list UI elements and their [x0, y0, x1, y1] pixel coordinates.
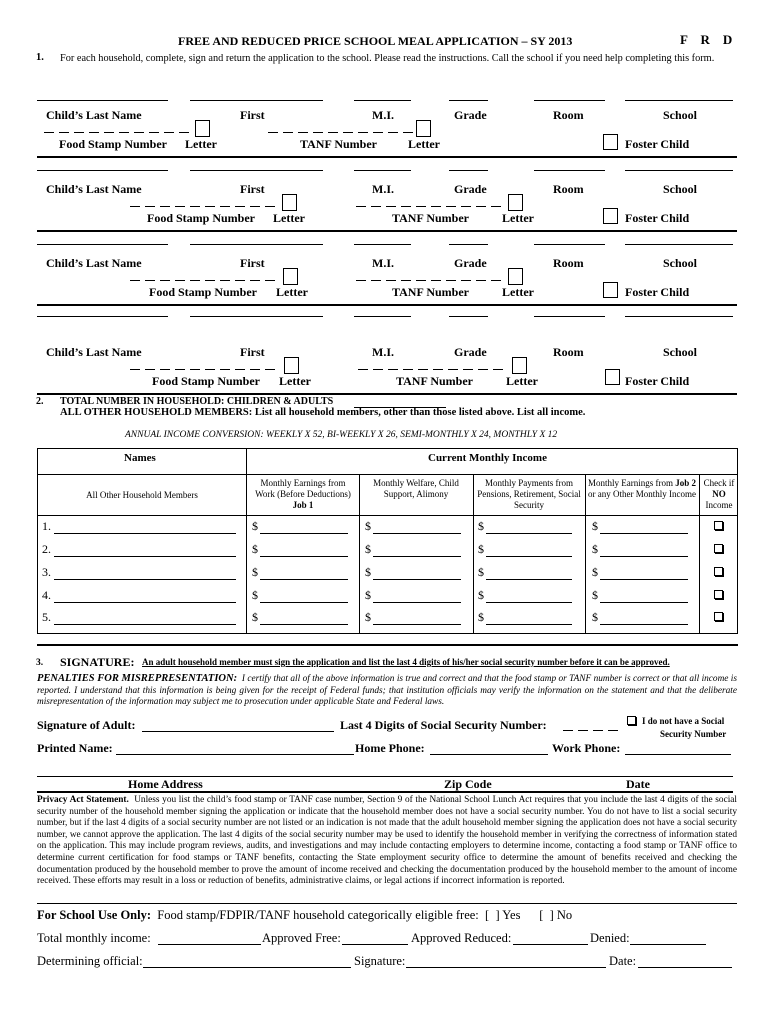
child-2-entry-field[interactable] [354, 170, 411, 171]
food-stamp-letter-box[interactable] [195, 120, 210, 137]
ssn-digit-4[interactable] [608, 730, 618, 731]
tanf-letter-label: Letter [506, 374, 538, 388]
ssn-digit-3[interactable] [593, 730, 603, 731]
tanf-digit[interactable] [476, 280, 486, 281]
income-amount-field[interactable] [600, 556, 688, 557]
food-stamp-letter-box[interactable] [283, 268, 298, 285]
dollar-sign: $ [478, 588, 484, 602]
food-stamp-letter-label: Letter [273, 211, 305, 225]
food-stamp-digit[interactable] [250, 280, 260, 281]
dollar-sign: $ [365, 588, 371, 602]
food-stamp-digit[interactable] [74, 132, 84, 133]
dollar-sign: $ [478, 542, 484, 556]
zip-code-label: Zip Code [444, 777, 492, 791]
food-stamp-digit[interactable] [160, 280, 170, 281]
child-4-entry-field[interactable] [37, 316, 168, 317]
section-1-instructions: For each household, complete, sign and return the application to the school. Please read the instructions. Call the school if you need help completing this form. [60, 53, 715, 64]
tanf-digit[interactable] [401, 206, 411, 207]
school-signature-label: Signature: [354, 954, 406, 968]
food-stamp-number-label: Food Stamp Number [147, 211, 256, 225]
child-3-entry-field[interactable] [625, 244, 733, 245]
no-income-checkbox[interactable] [714, 567, 723, 576]
child-1-entry-field[interactable] [37, 100, 168, 101]
child-mi-label: M.I. [372, 256, 394, 270]
dollar-sign: $ [365, 519, 371, 533]
income-amount-field[interactable] [373, 624, 461, 625]
food-stamp-digit[interactable] [265, 206, 275, 207]
foster-child-label: Foster Child [625, 137, 690, 151]
child-2-entry-field[interactable] [625, 170, 733, 171]
income-amount-field[interactable] [486, 533, 572, 534]
members-label: All Other Household Members [86, 490, 198, 500]
child-2-entry-field[interactable] [37, 170, 168, 171]
tanf-digit[interactable] [448, 369, 458, 370]
dollar-sign: $ [252, 565, 258, 579]
child-3-entry-field[interactable] [37, 244, 168, 245]
tanf-letter-label: Letter [502, 211, 534, 225]
food-stamp-letter-box[interactable] [284, 357, 299, 374]
member-name-field[interactable] [54, 579, 236, 580]
approved-reduced-label: Approved Reduced: [411, 931, 512, 945]
dollar-sign: $ [592, 542, 598, 556]
tanf-digit[interactable] [433, 369, 443, 370]
section-divider [37, 156, 737, 158]
income-amount-field[interactable] [260, 556, 348, 557]
tanf-digit[interactable] [446, 206, 456, 207]
food-stamp-number-label: Food Stamp Number [59, 137, 168, 151]
child-4-entry-field[interactable] [354, 316, 411, 317]
food-stamp-digit[interactable] [250, 206, 260, 207]
tanf-digit[interactable] [401, 280, 411, 281]
food-stamp-digit[interactable] [44, 132, 54, 133]
food-stamp-digit[interactable] [175, 206, 185, 207]
income-amount-field[interactable] [486, 556, 572, 557]
last4-ssn-label: Last 4 Digits of Social Security Number: [340, 718, 547, 732]
member-row-number: 4. [42, 588, 51, 602]
form-title: FREE AND REDUCED PRICE SCHOOL MEAL APPLICATION – SY 2013 [178, 34, 573, 48]
child-room-label: Room [553, 256, 584, 270]
food-stamp-digit[interactable] [130, 206, 140, 207]
income-amount-field[interactable] [373, 556, 461, 557]
work-phone-label: Work Phone: [552, 741, 621, 755]
child-last-name-label: Child’s Last Name [46, 108, 142, 122]
tanf-digit[interactable] [431, 206, 441, 207]
tanf-digit[interactable] [356, 280, 366, 281]
child-first-name-label: First [240, 256, 265, 270]
tanf-letter-label: Letter [408, 137, 440, 151]
food-stamp-digit[interactable] [104, 132, 114, 133]
food-stamp-digit[interactable] [160, 206, 170, 207]
income-amount-field[interactable] [600, 579, 688, 580]
tanf-digit[interactable] [491, 206, 501, 207]
food-stamp-digit[interactable] [160, 369, 170, 370]
child-2-entry-field[interactable] [190, 170, 323, 171]
child-1-entry-field[interactable] [625, 100, 733, 101]
tanf-number-label: TANF Number [392, 211, 469, 225]
ssn-digit-2[interactable] [578, 730, 588, 731]
child-2-entry-field[interactable] [534, 170, 605, 171]
child-3-entry-field[interactable] [534, 244, 605, 245]
total-household-label: TOTAL NUMBER IN HOUSEHOLD: CHILDREN & ADULTS [60, 396, 334, 407]
section-2-number: 2. [36, 396, 44, 407]
child-room-label: Room [553, 108, 584, 122]
signature-adult-field[interactable] [142, 731, 334, 732]
school-signature-field[interactable] [406, 967, 606, 968]
member-name-field[interactable] [54, 602, 236, 603]
child-first-name-label: First [240, 108, 265, 122]
income-amount-field[interactable] [260, 579, 348, 580]
tanf-digit[interactable] [403, 132, 413, 133]
denied-label: Denied: [590, 931, 630, 945]
signature-instruction: An adult household member must sign the application and list the last 4 digits of his/her social security number before it can be approved. [142, 657, 670, 667]
food-stamp-digit[interactable] [205, 369, 215, 370]
tanf-digit[interactable] [356, 206, 366, 207]
food-stamp-digit[interactable] [235, 206, 245, 207]
member-row-number: 5. [42, 610, 51, 624]
section-1-number: 1. [36, 52, 44, 63]
tanf-digit[interactable] [461, 206, 471, 207]
food-stamp-letter-label: Letter [279, 374, 311, 388]
tanf-digit[interactable] [268, 132, 278, 133]
food-stamp-number-label: Food Stamp Number [149, 285, 258, 299]
tanf-letter-box[interactable] [508, 194, 523, 211]
table-divider [473, 474, 474, 634]
dollar-sign: $ [478, 610, 484, 624]
tanf-digit[interactable] [461, 280, 471, 281]
section-divider [37, 791, 733, 793]
child-grade-label: Grade [454, 182, 487, 196]
income-amount-field[interactable] [600, 602, 688, 603]
child-mi-label: M.I. [372, 345, 394, 359]
tanf-digit[interactable] [388, 132, 398, 133]
tanf-digit[interactable] [388, 369, 398, 370]
penalties-text: PENALTIES FOR MISREPRESENTATION: I certify that all of the above information is true and correct and that the food stamp or TANF number is correct or that all income is reported. I understand that this information is being given for the receipt of Federal funds; that institution officials may verify the information on the statement and that the deliberate misrepresentation of the information may subject me to prosecution under applicable State and Federal laws. [37, 673, 738, 708]
child-4-entry-field[interactable] [449, 316, 488, 317]
tanf-digit[interactable] [431, 280, 441, 281]
food-stamp-digit[interactable] [190, 280, 200, 281]
food-stamp-digit[interactable] [149, 132, 159, 133]
child-1-entry-field[interactable] [354, 100, 411, 101]
tanf-number-label: TANF Number [392, 285, 469, 299]
income-amount-field[interactable] [260, 624, 348, 625]
food-stamp-digit[interactable] [164, 132, 174, 133]
tanf-digit[interactable] [371, 280, 381, 281]
child-2-entry-field[interactable] [449, 170, 488, 171]
food-stamp-digit[interactable] [235, 280, 245, 281]
food-stamp-digit[interactable] [265, 280, 275, 281]
foster-child-checkbox[interactable] [605, 369, 620, 385]
food-stamp-digit[interactable] [250, 369, 260, 370]
member-name-field[interactable] [54, 556, 236, 557]
member-name-field[interactable] [54, 533, 236, 534]
food-stamp-digit[interactable] [205, 206, 215, 207]
dollar-sign: $ [478, 565, 484, 579]
col-job1-header: Monthly Earnings from Work (Before Deductions) Job 1 [255, 478, 351, 510]
dollar-sign: $ [252, 542, 258, 556]
child-grade-label: Grade [454, 108, 487, 122]
section-divider [37, 903, 737, 904]
tanf-digit[interactable] [416, 206, 426, 207]
table-divider [37, 515, 738, 516]
tanf-digit[interactable] [371, 206, 381, 207]
tanf-digit[interactable] [416, 280, 426, 281]
no-ssn-label-2: Security Number [660, 729, 727, 739]
income-amount-field[interactable] [600, 624, 688, 625]
foster-child-label: Foster Child [625, 285, 690, 299]
food-stamp-digit[interactable] [130, 280, 140, 281]
food-stamp-digit[interactable] [175, 369, 185, 370]
dollar-sign: $ [592, 519, 598, 533]
food-stamp-digit[interactable] [235, 369, 245, 370]
child-school-label: School [663, 182, 698, 196]
income-amount-field[interactable] [260, 602, 348, 603]
child-school-label: School [663, 345, 698, 359]
no-income-checkbox[interactable] [714, 590, 723, 599]
tanf-digit[interactable] [463, 369, 473, 370]
tanf-digit[interactable] [358, 132, 368, 133]
member-name-field[interactable] [54, 624, 236, 625]
member-row-number: 2. [42, 542, 51, 556]
dollar-sign: $ [592, 588, 598, 602]
food-stamp-digit[interactable] [220, 206, 230, 207]
section-divider [37, 304, 737, 306]
tanf-number-label: TANF Number [300, 137, 377, 151]
tanf-digit[interactable] [283, 132, 293, 133]
income-amount-field[interactable] [486, 624, 572, 625]
child-4-entry-field[interactable] [625, 316, 733, 317]
child-school-label: School [663, 108, 698, 122]
section-divider [37, 644, 738, 646]
denied-field[interactable] [630, 944, 706, 945]
income-amount-field[interactable] [486, 602, 572, 603]
table-divider [359, 474, 360, 634]
child-grade-label: Grade [454, 256, 487, 270]
dollar-sign: $ [252, 519, 258, 533]
table-divider [585, 474, 586, 634]
income-conversion-note: ANNUAL INCOME CONVERSION: WEEKLY X 52, BI-WEEKLY X 26, SEMI-MONTHLY X 24, MONTHLY X 12 [125, 430, 558, 440]
member-row-number: 3. [42, 565, 51, 579]
food-stamp-digit[interactable] [179, 132, 189, 133]
col-no-income-header: Check if NO Income [703, 478, 735, 510]
child-room-label: Room [553, 345, 584, 359]
foster-child-checkbox[interactable] [603, 208, 618, 224]
school-date-label: Date: [609, 954, 637, 968]
section-divider [37, 393, 737, 395]
tanf-letter-box[interactable] [416, 120, 431, 137]
food-stamp-digit[interactable] [59, 132, 69, 133]
tanf-letter-box[interactable] [508, 268, 523, 285]
child-last-name-label: Child’s Last Name [46, 256, 142, 270]
no-income-checkbox[interactable] [714, 521, 723, 530]
printed-name-label: Printed Name: [37, 741, 113, 755]
food-stamp-digit[interactable] [265, 369, 275, 370]
tanf-digit[interactable] [373, 369, 383, 370]
tanf-letter-box[interactable] [512, 357, 527, 374]
privacy-statement: Privacy Act Statement. Unless you list the child’s food stamp or TANF case number, Section 9 of the National School Lunch Act requires that you include the last 4 digits of the social security number of the household member signing the application or indicate that the household member does not have a social security number. You do not have to list a social security number, but if the last 4 digits of a social security number are not listed or an indication is not made that the adult household member signing the application does not have a social security number, we cannot approve the application. The last 4 digits of the social security number may be used to identify the household member in verifying the correctness of information stated on the application. This may include program reviews, audits, and investigations and may include contacting employers to determine income, contacting a food stamp or TANF office to determine current certification for food stamps or TANF benefits, contacting the State employment security office to determine the amount of benefits received and checking the documentation produced by the household member to prove the amount of income received and checking the documentation produced by the household member to the amount of income received. These efforts may result in a loss or reduction of benefits, administrative claims, or legal actions if incorrect information is reported. [37, 795, 737, 887]
date-label: Date [626, 777, 650, 791]
child-grade-label: Grade [454, 345, 487, 359]
no-ssn-label: I do not have a Social [642, 716, 725, 726]
dollar-sign: $ [365, 542, 371, 556]
child-school-label: School [663, 256, 698, 270]
approved-free-label: Approved Free: [262, 931, 341, 945]
child-3-entry-field[interactable] [449, 244, 488, 245]
food-stamp-digit[interactable] [145, 369, 155, 370]
tanf-digit[interactable] [403, 369, 413, 370]
food-stamp-digit[interactable] [119, 132, 129, 133]
total-income-field[interactable] [158, 944, 261, 945]
tanf-digit[interactable] [478, 369, 488, 370]
tanf-number-label: TANF Number [396, 374, 473, 388]
school-date-field[interactable] [638, 967, 732, 968]
food-stamp-letter-label: Letter [185, 137, 217, 151]
food-stamp-letter-box[interactable] [282, 194, 297, 211]
food-stamp-digit[interactable] [190, 369, 200, 370]
food-stamp-digit[interactable] [130, 369, 140, 370]
tanf-digit[interactable] [386, 206, 396, 207]
school-use-row: For School Use Only: Food stamp/FDPIR/TANF household categorically eligible free: [ ] Yes [ ] No [37, 908, 573, 922]
section-divider [37, 230, 737, 232]
income-header: Current Monthly Income [428, 452, 547, 464]
tanf-digit[interactable] [493, 369, 503, 370]
table-divider [246, 448, 247, 634]
income-amount-field[interactable] [373, 533, 461, 534]
child-3-entry-field[interactable] [354, 244, 411, 245]
dollar-sign: $ [592, 565, 598, 579]
printed-name-field[interactable] [116, 754, 354, 755]
tanf-digit[interactable] [446, 280, 456, 281]
other-members-label: ALL OTHER HOUSEHOLD MEMBERS: List all household members, other than those listed above. List all income. [60, 407, 586, 418]
dollar-sign: $ [365, 565, 371, 579]
no-ssn-checkbox[interactable] [627, 716, 636, 725]
child-3-entry-field[interactable] [190, 244, 323, 245]
determining-official-field[interactable] [143, 967, 351, 968]
home-phone-label: Home Phone: [355, 741, 425, 755]
income-table [37, 448, 738, 634]
col-job2-header: Monthly Earnings from Job 2 or any Other Monthly Income [588, 478, 697, 499]
names-header: Names [124, 452, 156, 464]
foster-child-label: Foster Child [625, 211, 690, 225]
income-amount-field[interactable] [486, 579, 572, 580]
tanf-digit[interactable] [313, 132, 323, 133]
tanf-digit[interactable] [373, 132, 383, 133]
income-amount-field[interactable] [373, 579, 461, 580]
food-stamp-digit[interactable] [220, 280, 230, 281]
child-last-name-label: Child’s Last Name [46, 182, 142, 196]
dollar-sign: $ [252, 610, 258, 624]
tanf-digit[interactable] [491, 280, 501, 281]
child-first-name-label: First [240, 345, 265, 359]
ssn-digit-1[interactable] [563, 730, 573, 731]
foster-child-checkbox[interactable] [603, 134, 618, 150]
dollar-sign: $ [365, 610, 371, 624]
child-1-entry-field[interactable] [534, 100, 605, 101]
food-stamp-number-label: Food Stamp Number [152, 374, 261, 388]
approved-reduced-field[interactable] [513, 944, 588, 945]
dollar-sign: $ [252, 588, 258, 602]
food-stamp-digit[interactable] [190, 206, 200, 207]
child-mi-label: M.I. [372, 182, 394, 196]
dollar-sign: $ [592, 610, 598, 624]
section-3-number: 3. [36, 658, 44, 668]
tanf-digit[interactable] [358, 369, 368, 370]
child-4-entry-field[interactable] [534, 316, 605, 317]
approved-free-field[interactable] [342, 944, 408, 945]
tanf-digit[interactable] [328, 132, 338, 133]
work-phone-field[interactable] [625, 754, 731, 755]
total-income-label: Total monthly income: [37, 931, 151, 945]
income-amount-field[interactable] [373, 602, 461, 603]
food-stamp-digit[interactable] [145, 206, 155, 207]
no-income-checkbox[interactable] [714, 612, 723, 621]
foster-child-label: Foster Child [625, 374, 690, 388]
child-4-entry-field[interactable] [190, 316, 323, 317]
home-phone-field[interactable] [430, 754, 548, 755]
tanf-digit[interactable] [298, 132, 308, 133]
tanf-digit[interactable] [418, 369, 428, 370]
signature-adult-label: Signature of Adult: [37, 718, 136, 732]
food-stamp-digit[interactable] [134, 132, 144, 133]
tanf-digit[interactable] [476, 206, 486, 207]
col-pensions-header: Monthly Payments from Pensions, Retirement, Social Security [477, 478, 581, 510]
member-row-number: 1. [42, 519, 51, 533]
food-stamp-digit[interactable] [89, 132, 99, 133]
home-address-label: Home Address [128, 777, 203, 791]
income-amount-field[interactable] [600, 533, 688, 534]
tanf-digit[interactable] [386, 280, 396, 281]
foster-child-checkbox[interactable] [603, 282, 618, 298]
form-codes: F R D [680, 32, 733, 47]
determining-official-label: Determining official: [37, 954, 143, 968]
food-stamp-digit[interactable] [145, 280, 155, 281]
child-last-name-label: Child’s Last Name [46, 345, 142, 359]
col-welfare-header: Monthly Welfare, Child Support, Alimony [373, 478, 459, 499]
tanf-digit[interactable] [343, 132, 353, 133]
income-amount-field[interactable] [260, 533, 348, 534]
no-income-checkbox[interactable] [714, 544, 723, 553]
child-mi-label: M.I. [372, 108, 394, 122]
food-stamp-digit[interactable] [175, 280, 185, 281]
signature-heading: SIGNATURE: [60, 655, 135, 669]
food-stamp-letter-label: Letter [276, 285, 308, 299]
child-1-entry-field[interactable] [449, 100, 488, 101]
table-divider [37, 474, 738, 475]
child-1-entry-field[interactable] [190, 100, 323, 101]
child-first-name-label: First [240, 182, 265, 196]
food-stamp-digit[interactable] [220, 369, 230, 370]
tanf-letter-label: Letter [502, 285, 534, 299]
food-stamp-digit[interactable] [205, 280, 215, 281]
dollar-sign: $ [478, 519, 484, 533]
child-room-label: Room [553, 182, 584, 196]
